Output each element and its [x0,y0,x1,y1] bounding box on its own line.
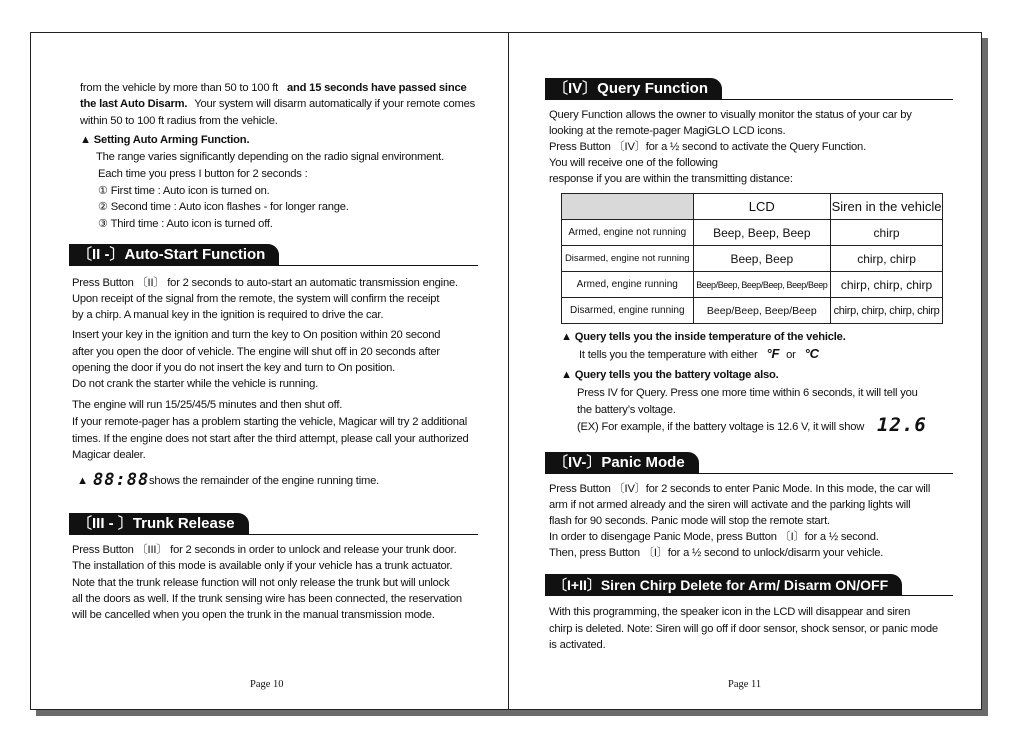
battery-line-1: Press IV for Query. Press one more time within 6 seconds, it will tell you [577,387,918,399]
trunk-release-line: all the doors as well. If the trunk sensing wire has been connected, the reservation [72,593,462,605]
item-number-icon: ① [98,185,108,197]
celsius-icon: °C [804,346,819,361]
auto-arming-line-1: The range varies significantly depending on the radio signal environment. [96,151,444,163]
table-row [562,220,943,246]
panic-title: 〔IV-〕Panic Mode [545,452,699,474]
header-rule [69,534,478,535]
auto-arming-item-text: Second time : Auto icon flashes - for longer range. [110,201,349,213]
temperature-line [579,346,819,363]
panic-line: Then, press Button 〔I〕for a ½ second to unlock/disarm your vehicle. [549,547,884,559]
query-header [545,78,953,100]
intro-line-1b: and 15 seconds have passed since [286,82,467,94]
intro-line-2b: Your system will disarm automatically if your remote comes [194,98,476,110]
lcd-timer-display: 88:88 [93,470,150,490]
trunk-release-line: The installation of this mode is available only if your vehicle has a trunk actuator. [72,560,453,572]
auto-arming-item-text: First time : Auto icon is turned on. [110,185,270,197]
triangle-bullet-icon: ▲ [77,475,88,487]
trunk-release-line: Press Button 〔III〕 for 2 seconds in order to unlock and release your trunk door. [72,544,457,556]
panic-line: In order to disengage Panic Mode, press Button 〔I〕for a ½ second. [549,531,879,543]
table-cell: chirp, chirp [831,246,943,272]
siren-chirp-line: is activated. [549,639,606,651]
auto-start-header [69,244,478,266]
table-cell: chirp, chirp, chirp [831,272,943,298]
temperature-heading: ▲ Query tells you the inside temperature of the vehicle. [561,331,846,343]
auto-arming-heading: ▲ Setting Auto Arming Function. [80,134,250,146]
intro-line-3: within 50 to 100 ft radius from the vehicle. [80,115,278,127]
auto-start-line: Magicar dealer. [72,449,146,461]
table-header-cell [562,194,694,220]
panic-line: flash for 90 seconds. Panic mode will stop the remote start. [549,515,830,527]
auto-start-line: after you open the door of vehicle. The engine will shut off in 20 seconds after [72,346,440,358]
temperature-text: It tells you the temperature with either [579,349,758,361]
auto-arming-item-3 [98,216,273,232]
table-cell: chirp, chirp, chirp, chirp [831,298,943,324]
auto-start-line: Upon receipt of the signal from the remote, the system will confirm the receipt [72,293,440,305]
battery-lcd-display: 12.6 [877,414,927,436]
table-header-row [562,194,943,220]
page-divider [508,33,509,709]
query-response-table [561,193,943,324]
table-cell: Disarmed, engine running [562,298,694,324]
query-line: response if you are within the transmitting distance: [549,173,793,185]
table-cell: Armed, engine not running [562,220,694,246]
page-number-left: Page 10 [250,679,284,690]
table-row [562,246,943,272]
table-cell: Disarmed, engine not running [562,246,694,272]
query-line: looking at the remote-pager MagiGLO LCD icons. [549,125,786,137]
table-cell: Beep, Beep [693,246,831,272]
auto-start-line: opening the door if you do not insert the key and turn to On position. [72,362,396,374]
panic-line: arm if not armed already and the siren will activate and the parking lights will [549,499,911,511]
auto-start-line: Press Button 〔II〕 for 2 seconds to auto-start an automatic transmission engine. [72,277,458,289]
table-cell: Armed, engine running [562,272,694,298]
intro-line-2a: the last Auto Disarm. [80,98,188,110]
auto-start-line: The engine will run 15/25/45/5 minutes and then shut off. [72,399,343,411]
header-rule [545,473,953,474]
auto-arming-line-2: Each time you press I button for 2 seconds : [98,168,308,180]
auto-start-title: 〔II -〕Auto-Start Function [69,244,279,266]
item-number-icon: ② [98,201,108,213]
siren-chirp-line: chirp is deleted. Note: Siren will go off if door sensor, shock sensor, or panic mode [549,623,938,635]
query-line: Query Function allows the owner to visually monitor the status of your car by [549,109,912,121]
header-rule [545,99,953,100]
battery-line-2: the battery’s voltage. [577,404,676,416]
header-rule [69,265,478,266]
table-cell: Beep/Beep, Beep/Beep [693,298,831,324]
auto-start-line: Do not crank the starter while the vehicle is running. [72,378,319,390]
auto-arming-item-1 [98,183,270,199]
intro-line-1 [80,80,467,96]
table-header-cell: Siren in the vehicle [831,194,943,220]
auto-start-line: times. If the engine does not start after the third attempt, please call your authorized [72,433,469,445]
siren-chirp-line: With this programming, the speaker icon in the LCD will disappear and siren [549,606,911,618]
intro-line-1a: from the vehicle by more than 50 to 100 ft [80,82,279,94]
trunk-release-title: 〔III - 〕Trunk Release [69,513,249,535]
temperature-or: or [786,349,796,361]
fahrenheit-icon: °F [766,346,780,361]
panic-header [545,452,953,474]
query-line: Press Button 〔IV〕for a ½ second to activate the Query Function. [549,141,866,153]
siren-chirp-title: 〔I+II〕Siren Chirp Delete for Arm/ Disarm ON/OFF [545,574,902,596]
query-line: You will receive one of the following [549,157,718,169]
table-row [562,272,943,298]
auto-arming-item-2 [98,199,349,215]
panic-line: Press Button 〔IV〕for 2 seconds to enter Panic Mode. In this mode, the car will [549,483,931,495]
trunk-release-header [69,513,478,535]
table-header-cell: LCD [693,194,831,220]
query-title: 〔IV〕Query Function [545,78,722,100]
auto-start-line: by a chirp. A manual key in the ignition is required to drive the car. [72,309,384,321]
trunk-release-line: will be cancelled when you open the trunk in the manual transmission mode. [72,609,435,621]
table-row [562,298,943,324]
auto-arming-item-text: Third time : Auto icon is turned off. [110,218,273,230]
auto-start-line: Insert your key in the ignition and turn the key to On position within 20 second [72,329,441,341]
battery-line-3: (EX) For example, if the battery voltage is 12.6 V, it will show [577,421,865,433]
header-rule [545,595,953,596]
manual-spread [30,32,982,710]
siren-chirp-header [545,574,953,596]
item-number-icon: ③ [98,218,108,230]
intro-line-2 [80,96,475,112]
table-cell: Beep, Beep, Beep [693,220,831,246]
page-number-right: Page 11 [728,679,762,690]
lcd-timer-caption: shows the remainder of the engine running time. [149,475,380,487]
battery-heading: ▲ Query tells you the battery voltage also. [561,369,779,381]
table-cell: chirp [831,220,943,246]
table-cell: Beep/Beep, Beep/Beep, Beep/Beep [693,272,831,298]
trunk-release-line: Note that the trunk release function will not only release the trunk but will unlock [72,577,450,589]
auto-start-line: If your remote-pager has a problem starting the vehicle, Magicar will try 2 additional [72,416,468,428]
